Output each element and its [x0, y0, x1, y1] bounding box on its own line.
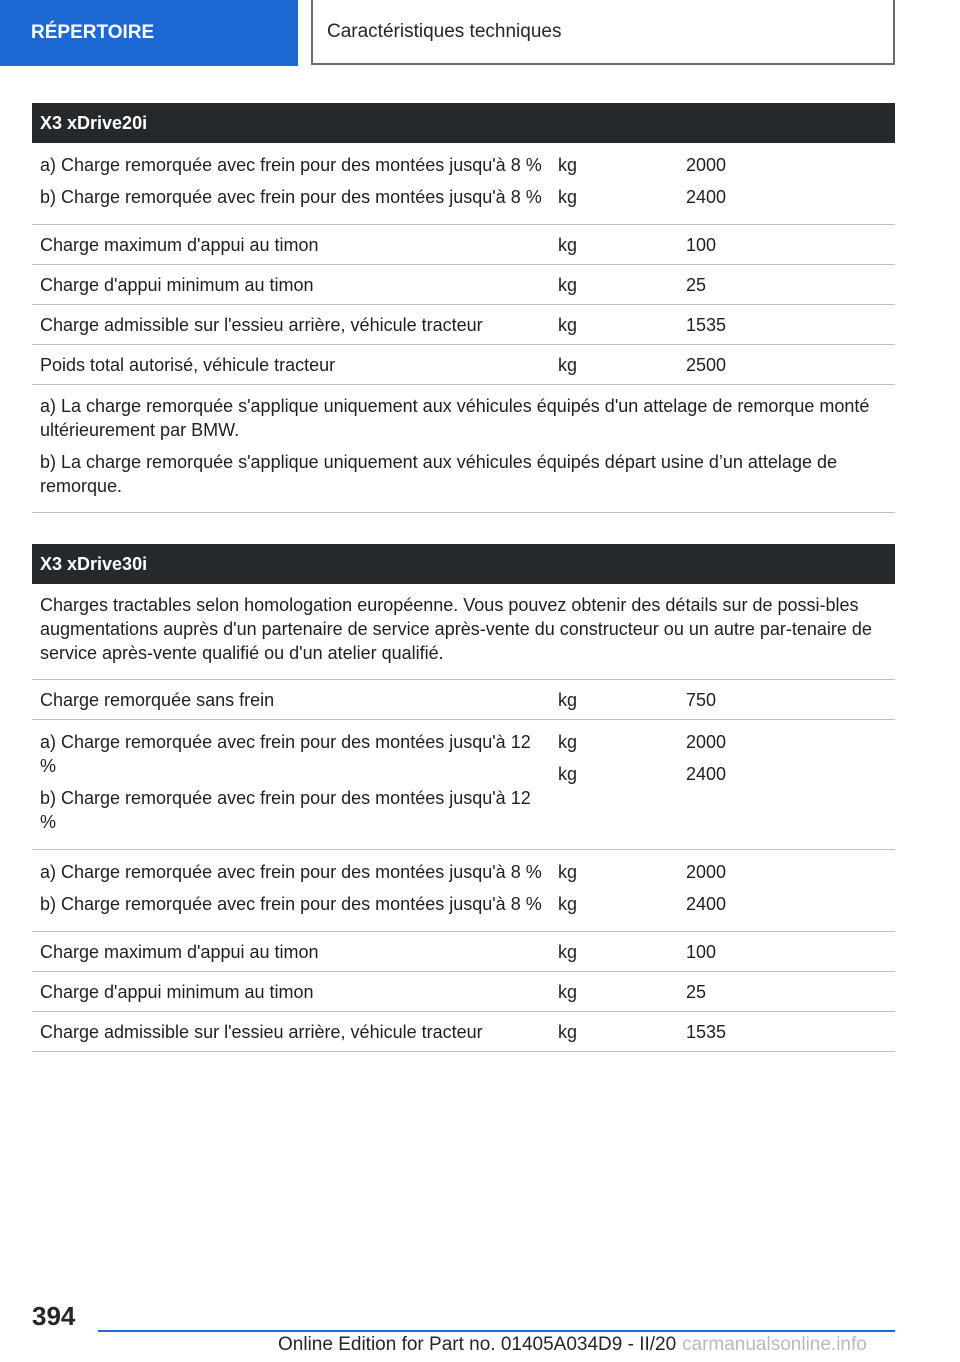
row-label: a) Charge remorquée avec frein pour des montées jusqu'à 8 %: [40, 862, 542, 882]
row-unit: kg: [558, 862, 578, 882]
row-value: 25: [686, 981, 707, 1002]
row-unit: kg: [558, 732, 578, 752]
row-unit: kg: [558, 274, 578, 295]
table-notes: [32, 385, 895, 513]
row-label: b) Charge remorquée avec frein pour des montées jusqu'à 8 %: [40, 894, 542, 914]
directory-tab[interactable]: RÉPERTOIRE: [0, 0, 298, 66]
row-unit: kg: [558, 689, 578, 710]
row-unit: kg: [558, 894, 578, 914]
table-row: [32, 225, 895, 265]
note-text: b) La charge remorquée s'applique uniquement aux véhicules équipés départ usine d’un attelage de remorque.: [40, 452, 837, 496]
row-unit: kg: [558, 187, 578, 207]
row-value: 100: [686, 941, 717, 962]
row-label: Charge admissible sur l'essieu arrière, véhicule tracteur: [40, 314, 483, 335]
row-label: a) Charge remorquée avec frein pour des montées jusqu'à 12 %: [40, 732, 531, 776]
row-unit: kg: [558, 981, 578, 1002]
table-row: [32, 1012, 895, 1052]
row-label: Charge d'appui minimum au timon: [40, 981, 314, 1002]
table-row: [32, 143, 895, 225]
note-text: a) La charge remorquée s'applique uniquement aux véhicules équipés d'un attelage de remorque monté ultérieurement par BMW.: [40, 396, 870, 440]
row-unit: kg: [558, 314, 578, 335]
table-row: [32, 305, 895, 345]
row-label: Charge d'appui minimum au timon: [40, 274, 314, 295]
spec-tables: [32, 103, 895, 1083]
spec-table-xdrive30i: [32, 544, 895, 1052]
footer-divider: [98, 1330, 895, 1332]
row-label: Poids total autorisé, véhicule tracteur: [40, 354, 336, 375]
table-title: X3 xDrive20i: [32, 103, 895, 143]
row-label: b) Charge remorquée avec frein pour des montées jusqu'à 12 %: [40, 788, 531, 832]
row-value: 750: [686, 689, 717, 710]
table-row: [32, 345, 895, 385]
row-label: b) Charge remorquée avec frein pour des montées jusqu'à 8 %: [40, 187, 542, 207]
row-value: 2000: [686, 862, 727, 882]
table-row: [32, 680, 895, 720]
row-unit: kg: [558, 941, 578, 962]
row-label: Charge admissible sur l'essieu arrière, véhicule tracteur: [40, 1021, 483, 1042]
row-value: 1535: [686, 314, 727, 335]
table-row: [32, 850, 895, 932]
row-unit: kg: [558, 354, 578, 375]
row-value: 2000: [686, 155, 727, 175]
table-row: [32, 265, 895, 305]
row-unit: kg: [558, 234, 578, 255]
page-header: [0, 0, 960, 66]
row-value: 2500: [686, 354, 727, 375]
row-label: Charge remorquée sans frein: [40, 689, 275, 710]
edition-text: Online Edition for Part no. 01405A034D9 - II/20: [278, 1334, 677, 1355]
row-value: 25: [686, 274, 707, 295]
row-value: 1535: [686, 1021, 727, 1042]
row-label: a) Charge remorquée avec frein pour des montées jusqu'à 8 %: [40, 155, 542, 175]
row-label: Charge maximum d'appui au timon: [40, 941, 319, 962]
table-row: [32, 720, 895, 850]
table-row: [32, 972, 895, 1012]
table-row: [32, 932, 895, 972]
section-title: Caractéristiques techniques: [311, 0, 895, 65]
row-value: 100: [686, 234, 717, 255]
row-value: 2400: [686, 187, 727, 207]
row-unit: kg: [558, 764, 578, 784]
watermark: carmanualsonline.info: [682, 1334, 867, 1355]
row-value: 2400: [686, 894, 727, 914]
intro-text: Charges tractables selon homologation européenne. Vous pouvez obtenir des détails sur de possi-bles augmentations auprès d'un partenaire de service après-vente du constructeur ou un autre par-tenaire de service après-vente qualifié ou d'un atelier qualifié.: [40, 595, 872, 663]
row-label: Charge maximum d'appui au timon: [40, 234, 319, 255]
page-number: 394: [32, 1301, 76, 1331]
row-value: 2400: [686, 764, 727, 784]
table-title: X3 xDrive30i: [32, 544, 895, 584]
row-value: 2000: [686, 732, 727, 752]
row-unit: kg: [558, 1021, 578, 1042]
spec-table-xdrive20i: [32, 103, 895, 513]
row-unit: kg: [558, 155, 578, 175]
table-intro: [32, 584, 895, 680]
